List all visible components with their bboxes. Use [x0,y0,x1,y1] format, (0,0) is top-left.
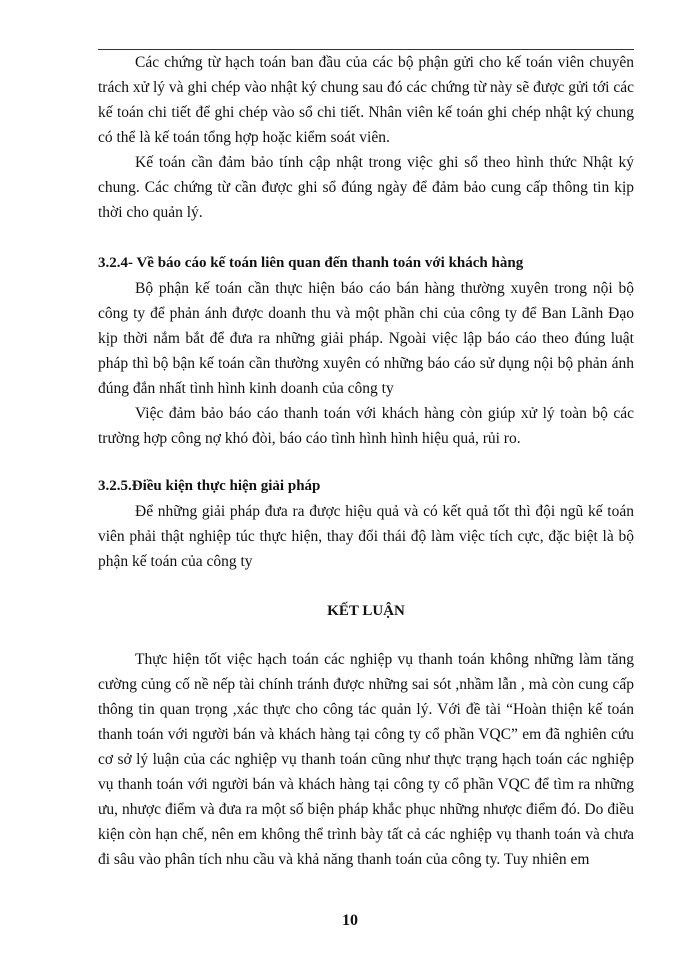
paragraph-intro-1: Các chứng từ hạch toán ban đầu của các bộ phận gửi cho kế toán viên chuyên trách xử lý và ghi chép vào nhật ký chung sau đó các chứng từ này sẽ được gửi tới các kế toán chi tiết để ghi chép vào sổ chi tiết. Nhân viên kế toán ghi chép nhật ký chung có thể là kế toán tổng hợp hoặc kiểm soát viên. [98,54,634,146]
section-3-2-4-paragraph-1: Bộ phận kế toán cần thực hiện báo cáo bán hàng thường xuyên trong nội bộ công ty để phản ánh được doanh thu và một phần chi của công ty để Ban Lãnh Đạo kịp thời nắm bắt để đưa ra những giải pháp. Ngoài việc lập báo cáo theo đúng luật pháp thì bộ bận kế toán cần thường xuyên có những báo cáo sử dụng nội bộ phản ánh đúng đắn nhất tình hình kinh doanh của công ty [98,280,634,397]
page-number: 10 [342,912,358,929]
section-heading-3-2-5: 3.2.5.Điều kiện thực hiện giải pháp [98,478,321,494]
paragraph-intro-2: Kế toán cần đảm bảo tính cập nhật trong việc ghi sổ theo hình thức Nhật ký chung. Các chứng từ cần được ghi sổ đúng ngày để đảm bảo cung cấp thông tin kịp thời cho quản lý. [98,154,634,221]
conclusion-paragraph: Thực hiện tốt việc hạch toán các nghiệp vụ thanh toán không những làm tăng cường củng cố nề nếp tài chính tránh được những sai sót ,nhầm lẫn , mà còn cung cấp thông tin quan trọng ,xác thực cho công tác quản lý. Với đề tài “Hoàn thiện kế toán thanh toán với người bán và khách hàng tại công ty cổ phần VQC” em đã nghiên cứu cơ sở lý luận của các nghiệp vụ thanh toán cũng như thực trạng hạch toán các nghiệp vụ thanh toán với người bán và khách hàng tại công ty cổ phần VQC để tìm ra những ưu, nhược điểm và đưa ra một số biện pháp khắc phục những nhược điểm đó. Do điều kiện còn hạn chế, nên em không thể trình bày tất cả các nghiệp vụ thanh toán và chưa đi sâu vào phân tích nhu cầu và khả năng thanh toán của công ty. Tuy nhiên em [98,651,634,868]
section-heading-3-2-4: 3.2.4- Về báo cáo kế toán liên quan đến thanh toán với khách hàng [98,255,524,271]
section-3-2-4-paragraph-2: Việc đảm bảo báo cáo thanh toán với khách hàng còn giúp xử lý toàn bộ các trường hợp công nợ khó đòi, báo cáo tình hình hình hiệu quả, rủi ro. [98,405,634,447]
document-body [98,50,634,872]
section-3-2-5-paragraph-1: Để những giải pháp đưa ra được hiệu quả và có kết quả tốt thì đội ngũ kế toán viên phải thật nghiệp túc thực hiện, thay đổi thái độ làm việc tích cực, đặc biệt là bộ phận kế toán của công ty [98,503,634,570]
conclusion-title: KẾT LUẬN [327,603,405,619]
